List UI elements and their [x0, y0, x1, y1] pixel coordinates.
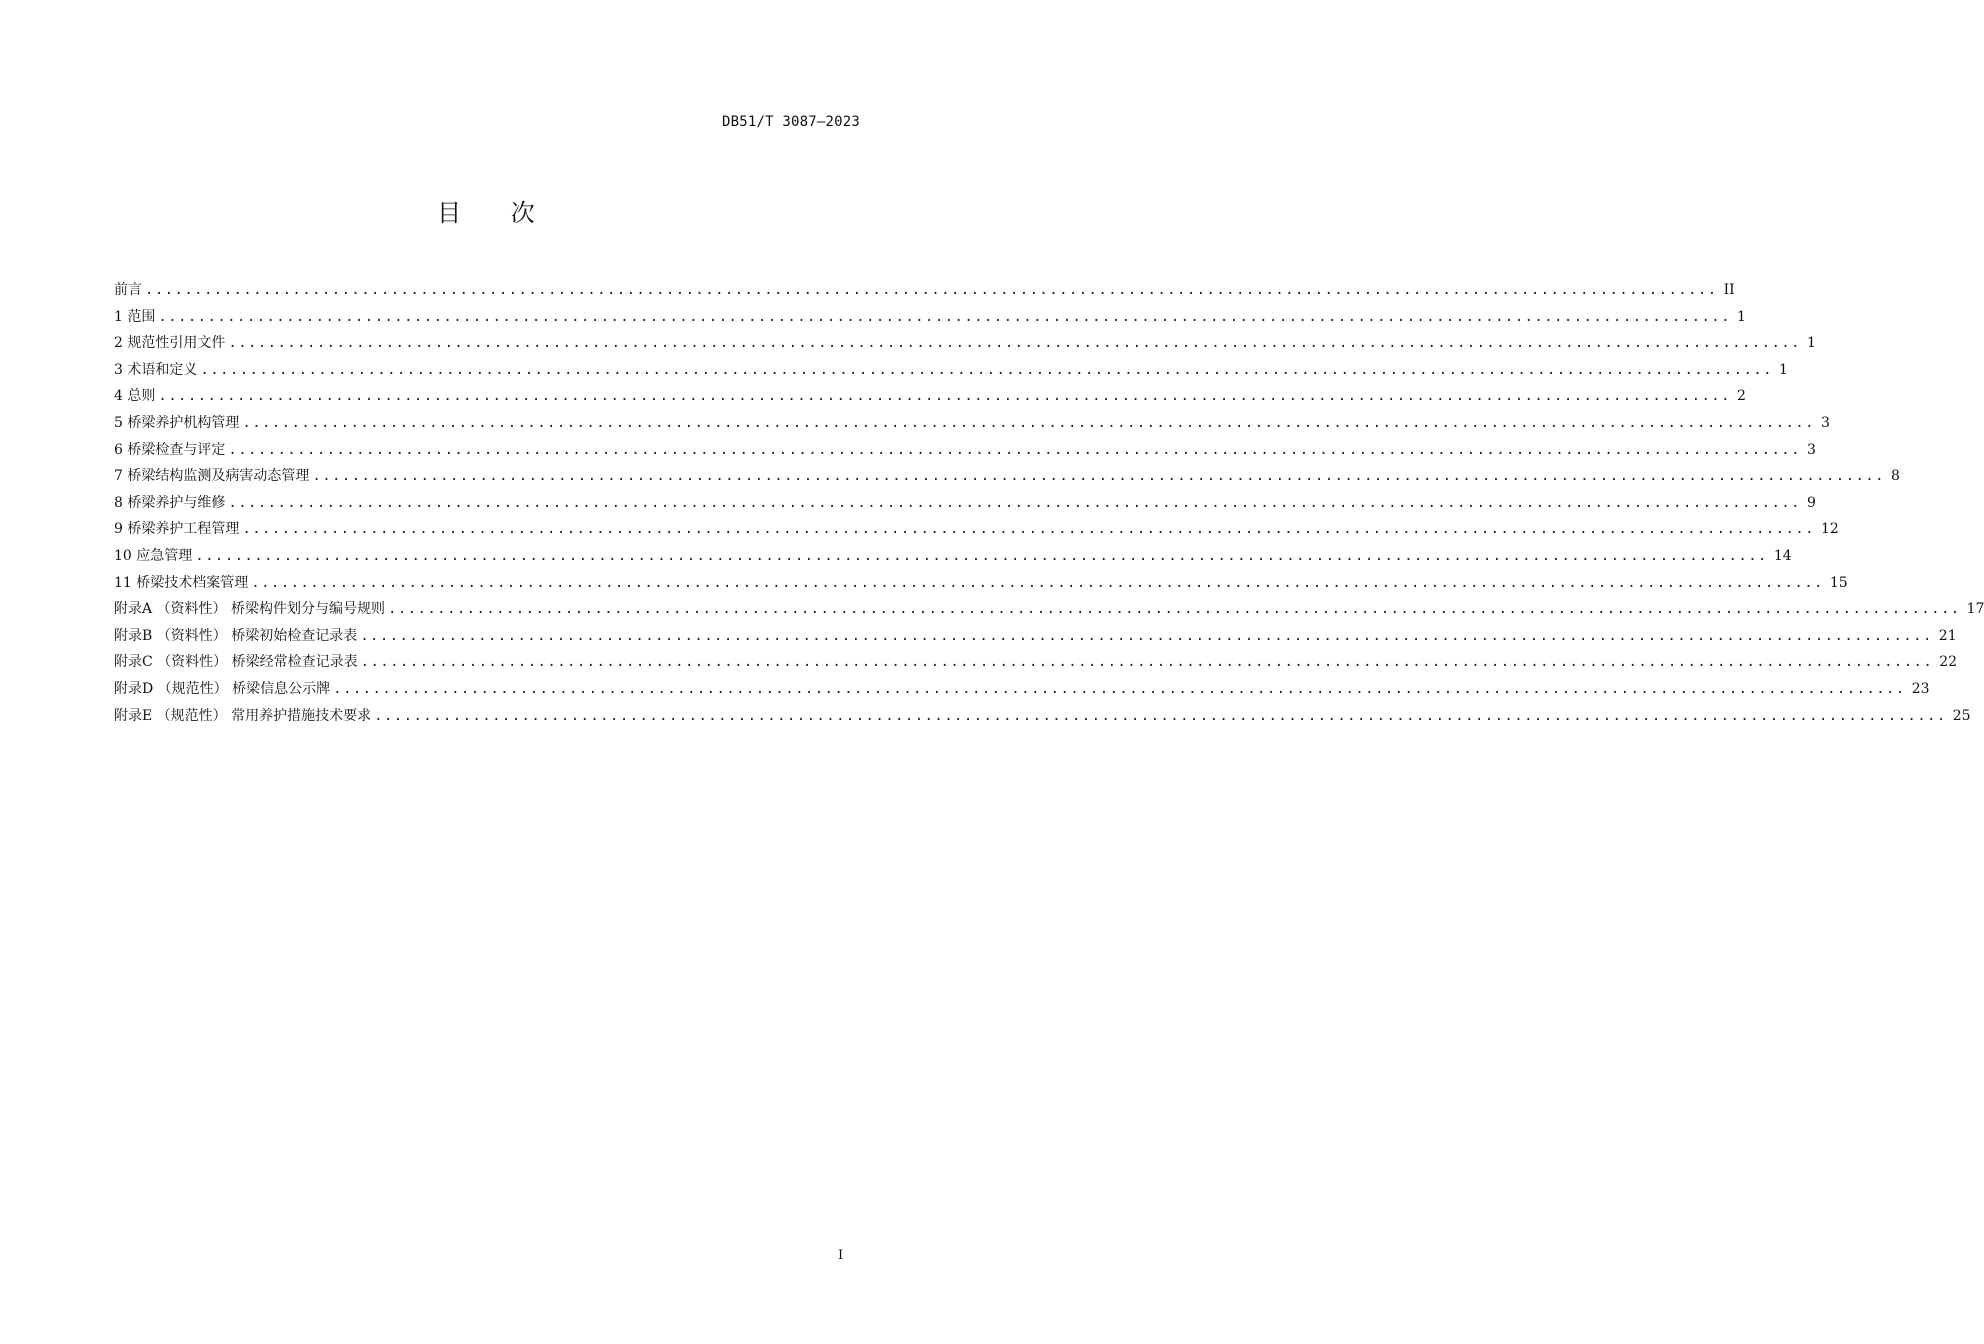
toc-entry-label: 5 桥梁养护机构管理: [114, 414, 240, 431]
toc-entry-page: 23: [1911, 680, 1930, 697]
toc-entry-page: II: [1723, 282, 1735, 298]
toc-entry-page: 2: [1736, 388, 1746, 405]
toc-entry-label: 附录C （资料性） 桥梁经常检查记录表: [114, 654, 358, 671]
toc-entry[interactable]: [114, 676, 1930, 703]
toc-entry[interactable]: [114, 330, 1816, 357]
toc-entry-page: 1: [1806, 335, 1816, 352]
toc-dot-leader: ................................................................................................................................................................: [195, 547, 1768, 564]
toc-entry-label: 前言: [114, 282, 142, 298]
toc-dot-leader: ................................................................................................................................................................: [388, 601, 1961, 618]
toc-dot-leader: ................................................................................................................................................................: [158, 388, 1731, 405]
toc-entry-label: 7 桥梁结构监测及病害动态管理: [114, 468, 310, 485]
toc-entry-page: 15: [1829, 574, 1848, 591]
toc-entry[interactable]: [114, 463, 1900, 490]
toc-entry-label: 9 桥梁养护工程管理: [114, 521, 240, 538]
toc-dot-leader: ................................................................................................................................................................: [145, 282, 1718, 298]
document-code: DB51/T 3087—2023: [721, 114, 860, 130]
toc-dot-leader: ................................................................................................................................................................: [360, 627, 1933, 644]
toc-entry-page: 1: [1736, 308, 1746, 325]
toc-entry-label: 附录A （资料性） 桥梁构件划分与编号规则: [114, 601, 386, 618]
toc-entry-label: 8 桥梁养护与维修: [114, 494, 226, 511]
toc-dot-leader: ................................................................................................................................................................: [228, 494, 1801, 511]
toc-entry[interactable]: [114, 357, 1788, 384]
toc-entry-page: 12: [1820, 521, 1839, 538]
toc-entry-page: 22: [1939, 654, 1958, 671]
toc-entry[interactable]: [114, 516, 1839, 543]
toc-entry-label: 附录D （规范性） 桥梁信息公示牌: [114, 680, 331, 697]
toc-entry[interactable]: [114, 410, 1830, 437]
toc-entry[interactable]: [114, 437, 1816, 464]
toc-entry-label: 附录E （规范性） 常用养护措施技术要求: [114, 707, 372, 724]
toc-entry-page: 25: [1952, 707, 1971, 724]
toc-entry-label: 1 范围: [114, 308, 156, 325]
toc-entry-page: 14: [1773, 547, 1792, 564]
toc-entry[interactable]: [114, 623, 1957, 650]
toc-dot-leader: ................................................................................................................................................................: [374, 707, 1947, 724]
toc-entry-label: 3 术语和定义: [114, 361, 198, 378]
toc-dot-leader: ................................................................................................................................................................: [333, 680, 1906, 697]
table-of-contents: [114, 277, 1984, 729]
toc-entry[interactable]: [114, 383, 1746, 410]
toc-entry[interactable]: [114, 703, 1971, 730]
toc-entry-page: 17: [1966, 601, 1984, 618]
toc-entry[interactable]: [114, 277, 1735, 304]
toc-dot-leader: ................................................................................................................................................................: [312, 468, 1885, 485]
toc-entry-page: 1: [1778, 361, 1788, 378]
toc-dot-leader: ................................................................................................................................................................: [242, 521, 1815, 538]
page-number: I: [838, 1248, 844, 1263]
toc-dot-leader: ................................................................................................................................................................: [251, 574, 1824, 591]
toc-entry-label: 4 总则: [114, 388, 156, 405]
toc-entry-page: 3: [1820, 414, 1830, 431]
toc-entry[interactable]: [114, 570, 1848, 597]
toc-entry-page: 3: [1806, 441, 1816, 458]
toc-title: 目 次: [437, 199, 535, 227]
toc-entry[interactable]: [114, 596, 1984, 623]
toc-dot-leader: ................................................................................................................................................................: [200, 361, 1773, 378]
toc-entry[interactable]: [114, 649, 1958, 676]
toc-entry-label: 10 应急管理: [114, 547, 193, 564]
toc-entry[interactable]: [114, 543, 1792, 570]
toc-entry-label: 附录B （资料性） 桥梁初始检查记录表: [114, 627, 358, 644]
toc-dot-leader: ................................................................................................................................................................: [228, 441, 1801, 458]
toc-entry-label: 11 桥梁技术档案管理: [114, 574, 249, 591]
toc-dot-leader: ................................................................................................................................................................: [360, 654, 1934, 671]
toc-dot-leader: ................................................................................................................................................................: [158, 308, 1731, 325]
toc-dot-leader: ................................................................................................................................................................: [242, 414, 1815, 431]
toc-dot-leader: ................................................................................................................................................................: [228, 335, 1801, 352]
toc-entry-label: 6 桥梁检查与评定: [114, 441, 226, 458]
toc-entry-label: 2 规范性引用文件: [114, 335, 226, 352]
toc-entry[interactable]: [114, 304, 1746, 331]
toc-entry-page: 9: [1806, 494, 1816, 511]
toc-entry-page: 21: [1938, 627, 1957, 644]
toc-entry-page: 8: [1890, 468, 1900, 485]
toc-entry[interactable]: [114, 490, 1816, 517]
